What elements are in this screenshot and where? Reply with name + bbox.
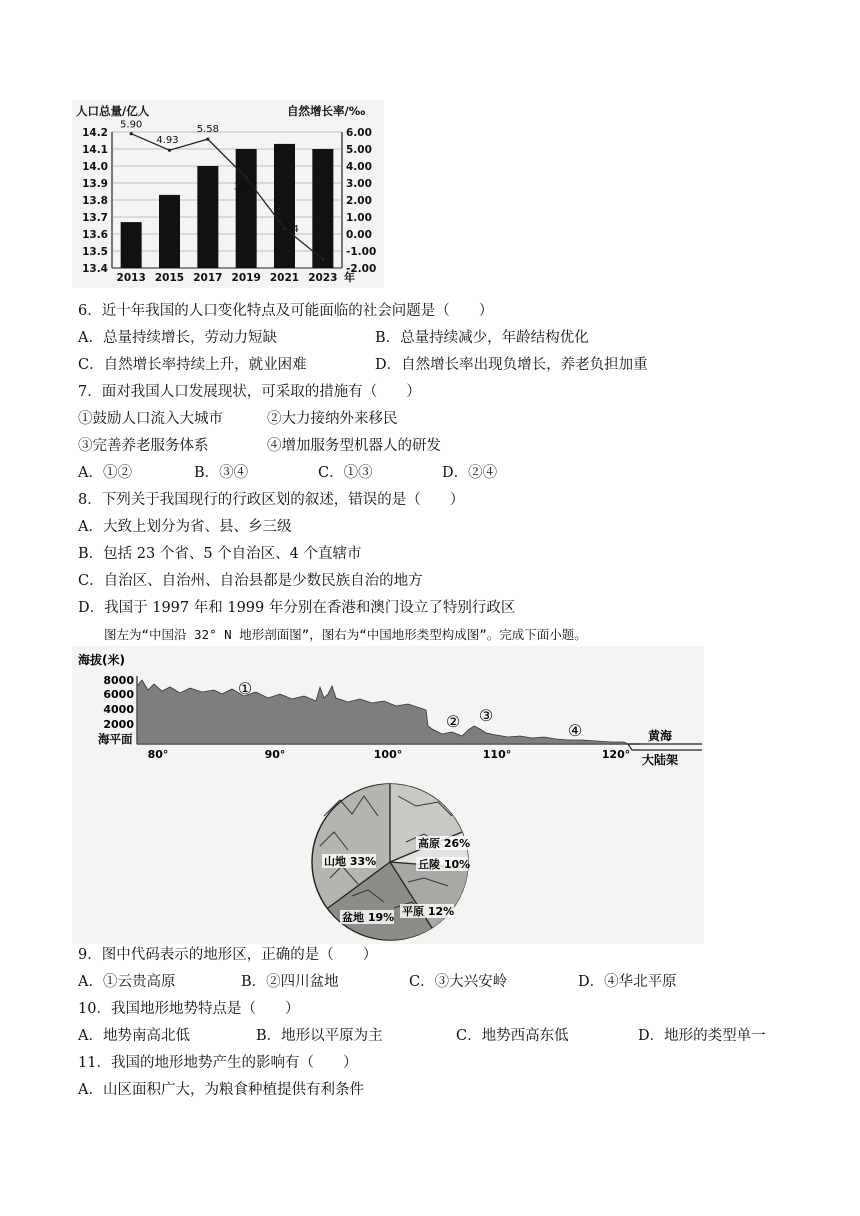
growth-rate-point <box>168 149 171 152</box>
profile-ytick-4000: 4000 <box>103 703 134 716</box>
growth-rate-point <box>245 176 248 179</box>
x-tick-label: 2013 <box>116 272 146 284</box>
left-tick-label: 14.1 <box>82 144 108 156</box>
left-axis-title: 人口总量/亿人 <box>76 104 150 118</box>
growth-rate-label: 8 <box>327 257 335 269</box>
landform-pie <box>312 784 470 940</box>
marker-2: ② <box>445 712 461 731</box>
growth-rate-label: 14 <box>286 224 299 236</box>
q9-stem: 9．图中代码表示的地形区，正确的是（ ） <box>78 947 378 963</box>
left-tick-label: 14.0 <box>82 161 108 173</box>
x-tick-label: 2021 <box>269 272 300 284</box>
q7-option-a[interactable]: A．①② <box>78 465 132 481</box>
yellow-sea-label: 黄海 <box>648 729 673 743</box>
q7-item-1: ①鼓励人口流入大城市 <box>78 411 223 427</box>
left-tick-label: 13.9 <box>82 178 108 190</box>
right-tick-label: -2.00 <box>346 263 377 275</box>
growth-rate-point <box>130 132 133 135</box>
q7-item-3: ③完善养老服务体系 <box>78 438 209 454</box>
terrain-figure <box>72 646 704 944</box>
q8-stem: 8．下列关于我国现行的行政区划的叙述，错误的是（ ） <box>78 492 465 508</box>
q10-option-d[interactable]: D．地形的类型单一 <box>638 1028 766 1044</box>
q11-option-a[interactable]: A．山区面积广大，为粮食种植提供有利条件 <box>78 1082 364 1098</box>
left-tick-label: 13.5 <box>82 246 108 258</box>
right-tick-label: 4.00 <box>346 161 372 173</box>
q7-option-c[interactable]: C．①③ <box>318 465 373 481</box>
population-chart <box>72 100 384 288</box>
right-axis-title: 自然增长率/‰ <box>287 104 366 118</box>
q7-stem: 7．面对我国人口发展现状，可采取的措施有（ ） <box>78 384 421 400</box>
q8-option-b[interactable]: B．包括 23 个省、5 个自治区、4 个直辖市 <box>78 546 362 562</box>
left-tick-label: 13.8 <box>82 195 108 207</box>
q6-option-a[interactable]: A．总量持续增长，劳动力短缺 <box>78 330 277 346</box>
marker-1: ① <box>237 679 253 698</box>
right-tick-label: 0.00 <box>346 229 372 241</box>
pie-label-plateau: 高原 26% <box>418 837 471 850</box>
q9-option-c[interactable]: C．③大兴安岭 <box>409 974 508 990</box>
q7-option-b[interactable]: B．③④ <box>194 465 249 481</box>
q8-option-d[interactable]: D．我国于 1997 年和 1999 年分别在香港和澳门设立了特别行政区 <box>78 600 516 616</box>
q7-item-4: ④增加服务型机器人的研发 <box>267 438 441 454</box>
left-tick-label: 13.4 <box>82 263 108 275</box>
right-tick-label: 2.00 <box>346 195 372 207</box>
x-tick-label: 2017 <box>193 272 223 284</box>
q6-option-b[interactable]: B．总量持续减少，年龄结构优化 <box>375 330 589 346</box>
left-tick-label: 14.2 <box>82 127 108 139</box>
q7-item-2: ②大力接纳外来移民 <box>267 411 398 427</box>
profile-ytick-2000: 2000 <box>103 718 134 731</box>
figure-intro: 图左为“中国沿 32° N 地形剖面图”，图右为“中国地形类型构成图”。完成下面小题。 <box>104 627 587 642</box>
q9-option-b[interactable]: B．②四川盆地 <box>241 974 339 990</box>
profile-xtick-100: 100° <box>373 748 403 761</box>
growth-rate-label: 32 <box>233 181 247 193</box>
growth-rate-point <box>206 138 209 141</box>
x-tick-label: 2023 <box>308 272 338 284</box>
q10-option-a[interactable]: A．地势南高北低 <box>78 1028 190 1044</box>
growth-rate-label: 5.58 <box>196 124 219 136</box>
growth-rate-point <box>321 258 324 261</box>
x-axis-unit: 年 <box>344 271 355 284</box>
population-bar <box>121 222 142 268</box>
profile-xtick-110: 110° <box>482 748 512 761</box>
q6-option-d[interactable]: D．自然增长率出现负增长，养老负担加重 <box>375 357 648 373</box>
population-bar <box>274 144 295 268</box>
right-tick-label: 3.00 <box>346 178 372 190</box>
q9-option-a[interactable]: A．①云贵高原 <box>78 974 176 990</box>
marker-4: ④ <box>567 721 583 740</box>
right-tick-label: 6.00 <box>346 127 372 139</box>
profile-xtick-80: 80° <box>147 748 169 761</box>
x-tick-label: 2019 <box>231 272 261 284</box>
profile-xtick-90: 90° <box>264 748 286 761</box>
profile-ytick-8000: 8000 <box>103 674 134 687</box>
right-tick-label: 5.00 <box>346 144 372 156</box>
q8-option-a[interactable]: A．大致上划分为省、县、乡三级 <box>78 519 292 535</box>
population-bar <box>197 166 218 268</box>
continental-shelf-label: 大陆架 <box>642 753 679 767</box>
q8-option-c[interactable]: C．自治区、自治州、自治县都是少数民族自治的地方 <box>78 573 423 589</box>
left-tick-label: 13.7 <box>82 212 108 224</box>
x-tick-label: 2015 <box>154 272 185 284</box>
right-tick-label: -1.00 <box>346 246 377 258</box>
profile-xtick-120: 120° <box>601 748 631 761</box>
q10-option-c[interactable]: C．地势西高东低 <box>456 1028 569 1044</box>
pie-label-plain: 平原 12% <box>402 905 455 918</box>
marker-3: ③ <box>478 706 494 725</box>
q7-option-d[interactable]: D．②④ <box>442 465 498 481</box>
q10-option-b[interactable]: B．地形以平原为主 <box>256 1028 383 1044</box>
q10-stem: 10．我国地形地势特点是（ ） <box>78 1001 300 1017</box>
q6-stem: 6．近十年我国的人口变化特点及可能面临的社会问题是（ ） <box>78 303 494 319</box>
q11-stem: 11．我国的地形地势产生的影响有（ ） <box>78 1055 358 1071</box>
right-tick-label: 1.00 <box>346 212 372 224</box>
profile-ytick-6000: 6000 <box>103 688 134 701</box>
pie-label-hills: 丘陵 10% <box>418 858 471 871</box>
profile-y-title: 海拔(米) <box>78 653 125 667</box>
population-bar <box>159 195 180 268</box>
sea-level-label: 海平面 <box>98 732 133 746</box>
pie-label-basin: 盆地 19% <box>342 911 395 924</box>
q9-option-d[interactable]: D．④华北平原 <box>578 974 677 990</box>
growth-rate-label: 4.93 <box>156 135 179 147</box>
growth-rate-label: 5.90 <box>120 119 143 131</box>
pie-label-mountain: 山地 33% <box>324 855 377 868</box>
left-tick-label: 13.6 <box>82 229 108 241</box>
population-bar <box>312 149 333 268</box>
q6-option-c[interactable]: C．自然增长率持续上升，就业困难 <box>78 357 307 373</box>
population-bar <box>233 149 257 268</box>
